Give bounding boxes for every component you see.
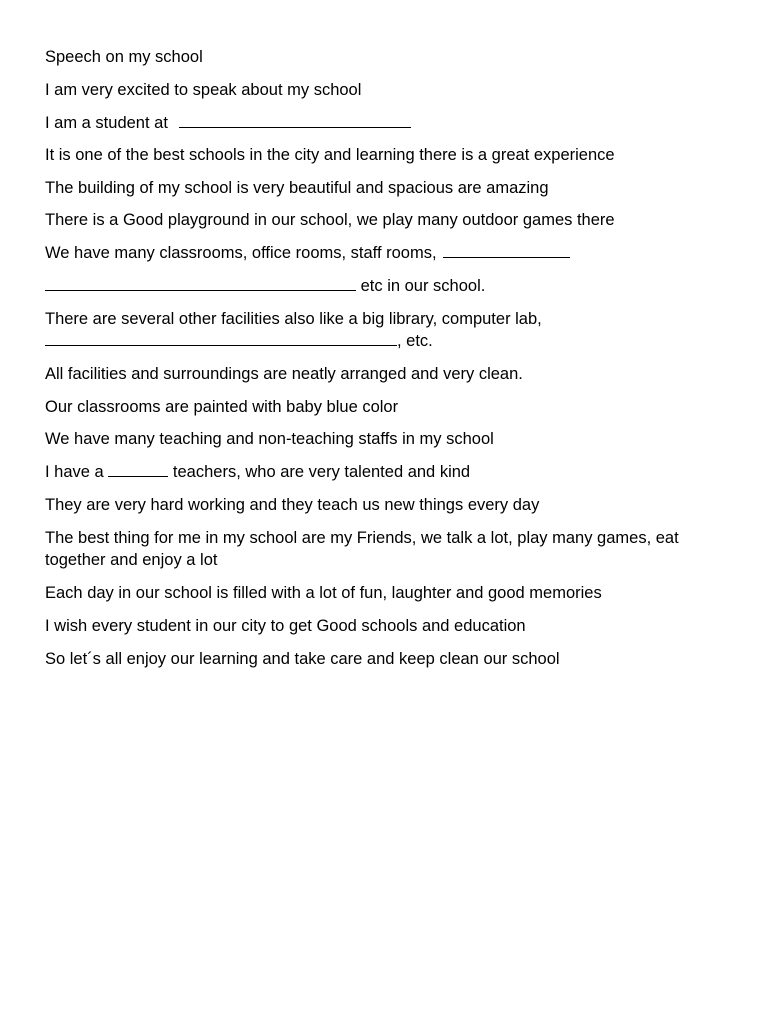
- speech-line: I am very excited to speak about my school: [45, 81, 362, 99]
- speech-line: So let´s all enjoy our learning and take care and keep clean our school: [45, 650, 560, 668]
- speech-line: We have many teaching and non-teaching staffs in my school: [45, 430, 494, 448]
- speech-line: The best thing for me in my school are my Friends, we talk a lot, play many games, eat together and enjoy a lot: [45, 529, 679, 569]
- fill-in-blank: [45, 331, 397, 346]
- speech-line: There are several other facilities also like a big library, computer lab,: [45, 310, 542, 328]
- speech-line: Each day in our school is filled with a lot of fun, laughter and good memories: [45, 584, 602, 602]
- fill-in-blank: [443, 243, 570, 258]
- speech-line-text: I am a student at: [45, 114, 168, 132]
- speech-line-text: I have a: [45, 463, 104, 481]
- speech-line: [45, 330, 433, 352]
- speech-line: It is one of the best schools in the city and learning there is a great experience: [45, 146, 615, 164]
- speech-line-text: teachers, who are very talented and kind: [172, 463, 471, 481]
- speech-line: [45, 112, 411, 134]
- speech-line: I wish every student in our city to get Good schools and education: [45, 617, 526, 635]
- speech-line-text: We have many classrooms, office rooms, staff rooms,: [45, 244, 437, 262]
- speech-line-text: , etc.: [397, 332, 433, 350]
- fill-in-blank: [45, 276, 356, 291]
- speech-line: Our classrooms are painted with baby blue color: [45, 398, 399, 416]
- speech-line: There is a Good playground in our school, we play many outdoor games there: [45, 211, 615, 229]
- fill-in-blank: [179, 113, 411, 128]
- speech-line: The building of my school is very beautiful and spacious are amazing: [45, 179, 549, 197]
- speech-title: Speech on my school: [45, 48, 203, 66]
- speech-line: They are very hard working and they teach us new things every day: [45, 496, 540, 514]
- speech-line: [45, 242, 570, 264]
- speech-line: [45, 275, 485, 297]
- speech-line: [45, 461, 470, 483]
- speech-line-text: etc in our school.: [360, 277, 486, 295]
- fill-in-blank: [108, 462, 168, 477]
- speech-line: All facilities and surroundings are neatly arranged and very clean.: [45, 365, 523, 383]
